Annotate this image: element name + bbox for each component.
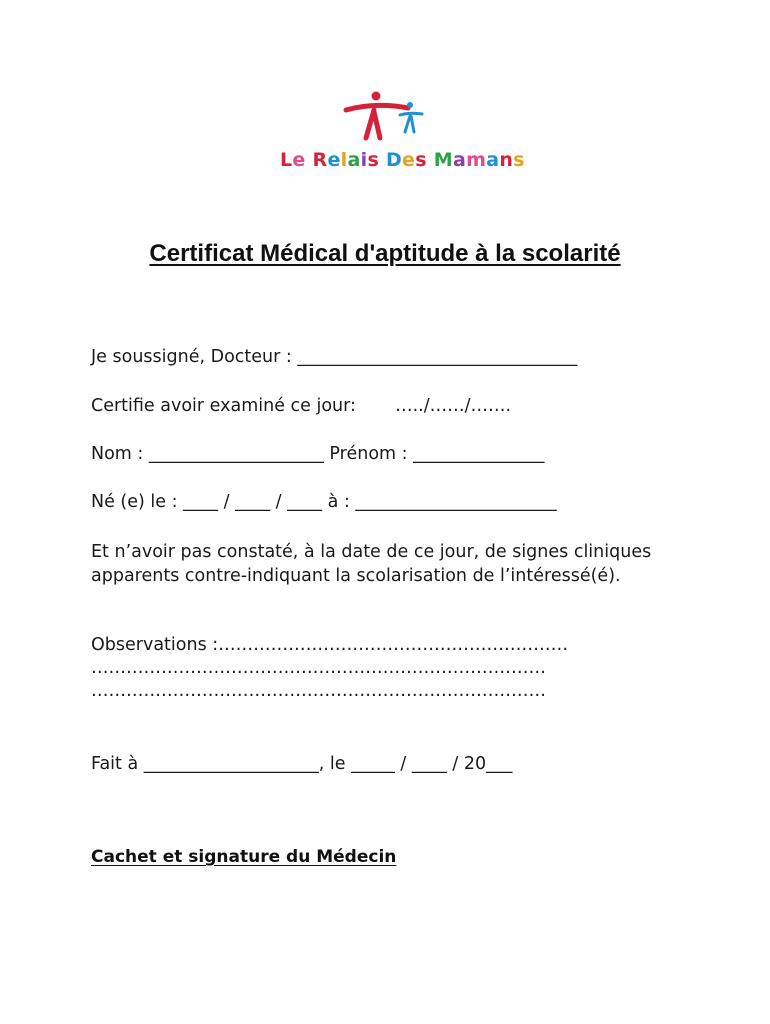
nom-prenom-field: Nom : ____________________ Prénom : _______________ — [91, 444, 545, 464]
examine-label: Certifie avoir examiné ce jour: — [91, 396, 356, 416]
svg-text:Le Relais Des: Le Relais Des Mamans — [280, 149, 525, 171]
logo-figures-icon — [276, 88, 525, 178]
observations-line: …………………………………………………………………… — [91, 681, 546, 701]
cachet-signature-heading: Cachet et signature du Médecin — [91, 847, 397, 867]
relais-des-mamans-logo — [276, 88, 525, 178]
examine-field — [91, 396, 511, 416]
fait-a-field: Fait à ____________________, le _____ / ____ / 20___ — [91, 754, 513, 774]
examine-date: …../……/……. — [395, 396, 512, 416]
observations-line: …………………………………………………………………… — [91, 658, 546, 678]
observations-block — [91, 633, 691, 702]
docteur-field: Je soussigné, Docteur : ________________________________ — [91, 347, 578, 367]
document-title: Certificat Médical d'aptitude à la scolarité — [149, 240, 621, 267]
constat-paragraph: Et n’avoir pas constaté, à la date de ce jour, de signes cliniques apparents contre-indiquant la scolarisation de l’intéressé(é). — [91, 542, 652, 586]
observations-line: Observations :…………………………………………………… — [91, 635, 569, 655]
naissance-field: Né (e) le : ____ / ____ / ____ à : _______________________ — [91, 492, 557, 512]
